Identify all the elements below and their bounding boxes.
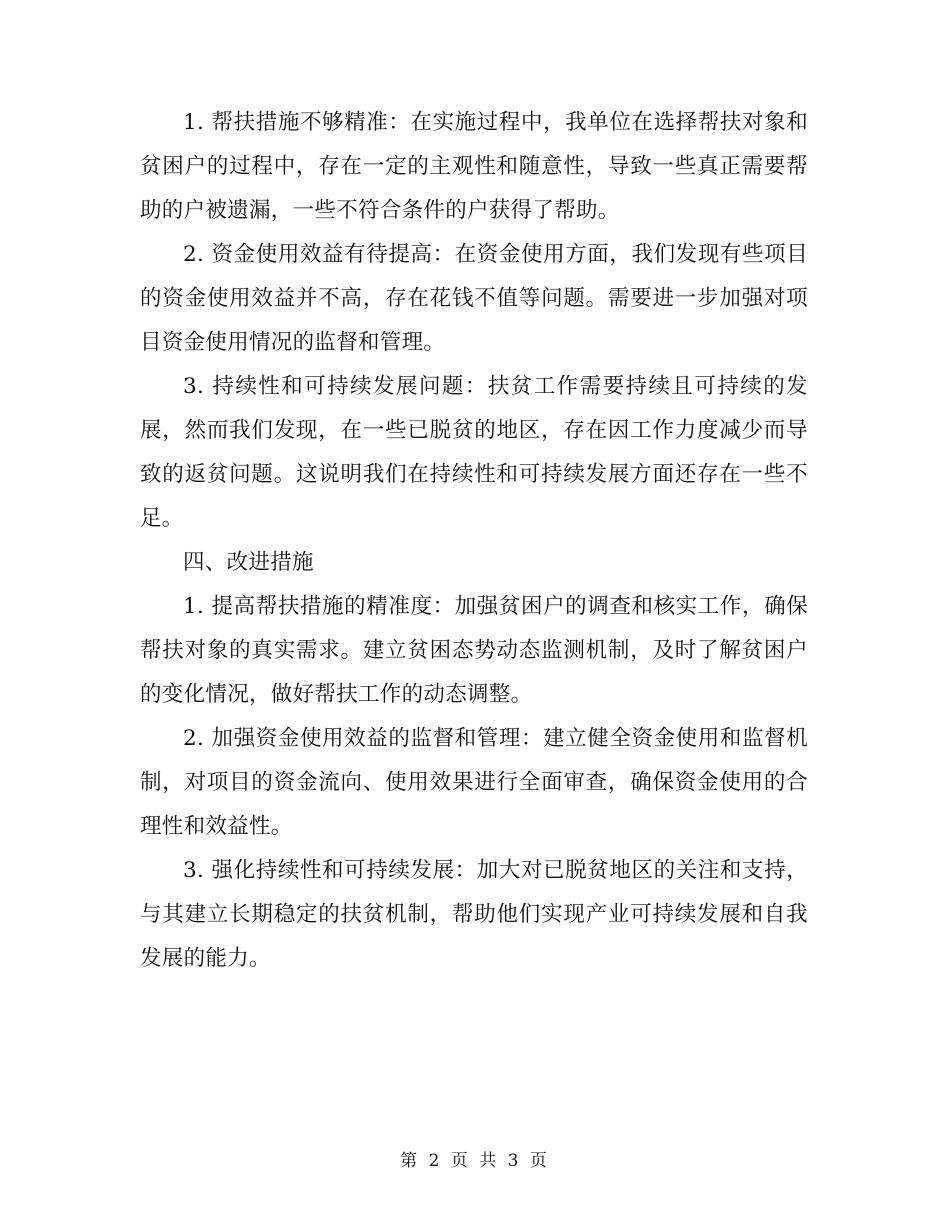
- paragraph-measure-1: 1. 提高帮扶措施的精准度：加强贫困户的调查和核实工作，确保帮扶对象的真实需求。建立贫困态势动态监测机制，及时了解贫困户的变化情况，做好帮扶工作的动态调整。: [140, 594, 808, 707]
- paragraph-problem-3: 3. 持续性和可持续发展问题：扶贫工作需要持续且可持续的发展，然而我们发现，在一些已脱贫的地区，存在因工作力度减少而导致的返贫问题。这说明我们在持续性和可持续发展方面还存在一些不足。: [140, 374, 808, 531]
- page-footer: 第 2 页 共 3 页: [400, 1151, 550, 1171]
- section-heading: 四、改进措施: [183, 550, 314, 575]
- paragraph-measure-2: 2. 加强资金使用效益的监督和管理：建立健全资金使用和监督机制，对项目的资金流向、使用效果进行全面审查，确保资金使用的合理性和效益性。: [140, 726, 808, 839]
- document-body: [140, 101, 808, 981]
- paragraph-measure-3: 3. 强化持续性和可持续发展：加大对已脱贫地区的关注和支持，与其建立长期稳定的扶贫机制，帮助他们实现产业可持续发展和自我发展的能力。: [140, 858, 808, 971]
- paragraph-problem-1: 1. 帮扶措施不够精准：在实施过程中，我单位在选择帮扶对象和贫困户的过程中，存在一定的主观性和随意性，导致一些真正需要帮助的户被遗漏，一些不符合条件的户获得了帮助。: [140, 110, 808, 223]
- paragraph-problem-2: 2. 资金使用效益有待提高：在资金使用方面，我们发现有些项目的资金使用效益并不高，存在花钱不值等问题。需要进一步加强对项目资金使用情况的监督和管理。: [140, 242, 808, 355]
